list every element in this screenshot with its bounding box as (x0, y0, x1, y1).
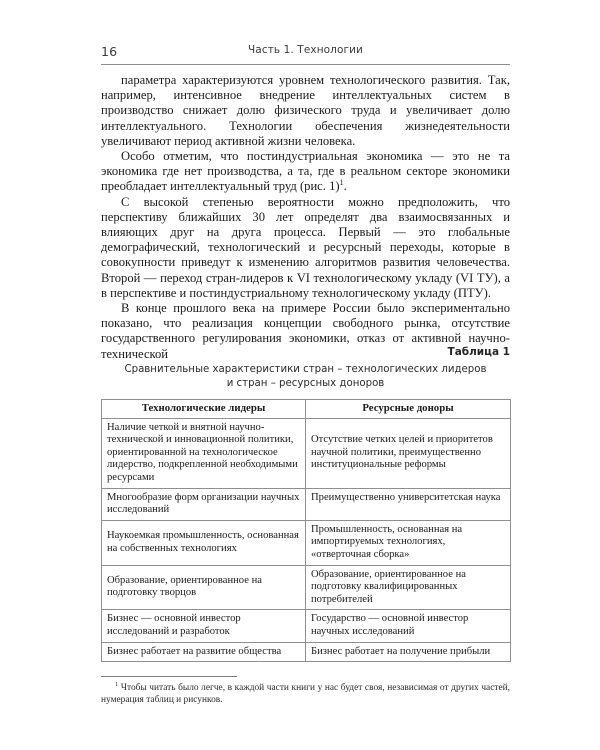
cell-leaders: Наукоемкая промышленность, основанная на собственных технологиях (102, 520, 306, 565)
cell-leaders: Бизнес работает на развитие общества (102, 642, 306, 662)
cell-leaders: Наличие четкой и внятной научно-технической и инновационной политики, ориентированной на технологическое лидерство, подкрепленной необходимыми ресурсами (102, 418, 306, 488)
running-head-title: Часть 1. Технологии (248, 44, 363, 56)
page-number: 16 (101, 44, 118, 59)
running-head (101, 44, 510, 64)
table-row (102, 565, 511, 610)
body-text (101, 73, 510, 362)
paragraph-2 (101, 149, 510, 195)
cell-leaders: Образование, ориентированное на подготовку творцов (102, 565, 306, 610)
paragraph-3: С высокой степенью вероятности можно предположить, что перспективу ближайших 30 лет определят два взаимосвязанных и влияющих друг на друга процесса. Первый — это глобальные демографический, технологический и ресурсный переходы, которые в совокупности приведут к изменению алгоритмов развития человечества. Второй — переход стран-лидеров к VI технологическому укладу (VI ТУ), а в перспективе и постиндустриальному технологическому укладу (ПТУ). (101, 194, 510, 300)
table-body (102, 418, 511, 662)
table-row (102, 520, 511, 565)
paragraph-2-tail: . (343, 179, 347, 194)
footnote-marker: 1 (115, 680, 119, 688)
column-header-donors: Ресурсные доноры (306, 400, 511, 419)
table-caption (101, 363, 510, 391)
footnote-text: Чтобы читать было легче, в каждой части книги у нас будет своя, независимая от других частей, нумерация таблиц и рисунков. (101, 683, 510, 705)
table-caption-line-2: и стран – ресурсных доноров (226, 378, 385, 389)
paragraph-2-text: Особо отметим, что постиндустриальная экономика — это не та экономика где нет производства, а та, где в реальном секторе экономики преобладает интеллектуальный труд (рис. 1) (101, 149, 510, 194)
table-number-label: Таблица 1 (447, 346, 510, 358)
table-header-row (102, 400, 511, 419)
footnote-separator (101, 676, 237, 677)
cell-donors: Преимущественно университетская наука (306, 488, 511, 520)
cell-donors: Отсутствие четких целей и приоритетов научной политики, преимущественно институциональные реформы (306, 418, 511, 488)
paragraph-4: В конце прошлого века на примере России было экспериментально показано, что реализация концепции свободного рынка, отсутствие государственного регулирования экономики, отказ от активной научно-технической (101, 301, 510, 361)
table-row (102, 610, 511, 642)
cell-donors: Промышленность, основанная на импортируемых технологиях, «отверточная сборка» (306, 520, 511, 565)
header-divider (101, 64, 510, 65)
paragraph-1: параметра характеризуются уровнем технологического развития. Так, например, интенсивное внедрение интеллектуальных систем в производство снижает долю физического труда и увеличивает долю интеллектуального. Технологии обеспечения жизнедеятельности увеличивают период активной жизни человека. (101, 73, 510, 148)
cell-donors: Образование, ориентированное на подготовку квалифицированных потребителей (306, 565, 511, 610)
cell-leaders: Бизнес — основной инвестор исследований и разработок (102, 610, 306, 642)
table-head (102, 400, 511, 419)
table-row (102, 418, 511, 488)
footnote (101, 680, 510, 706)
table-row (102, 642, 511, 662)
footnote-reference[interactable]: 1 (339, 178, 344, 188)
column-header-leaders: Технологические лидеры (102, 400, 306, 419)
table-caption-line-1: Сравнительные характеристики стран – технологических лидеров (124, 364, 487, 375)
cell-leaders: Многообразие форм организации научных исследований (102, 488, 306, 520)
comparison-table (101, 399, 511, 662)
cell-donors: Государство — основной инвестор научных исследований (306, 610, 511, 642)
table-row (102, 488, 511, 520)
cell-donors: Бизнес работает на получение прибыли (306, 642, 511, 662)
